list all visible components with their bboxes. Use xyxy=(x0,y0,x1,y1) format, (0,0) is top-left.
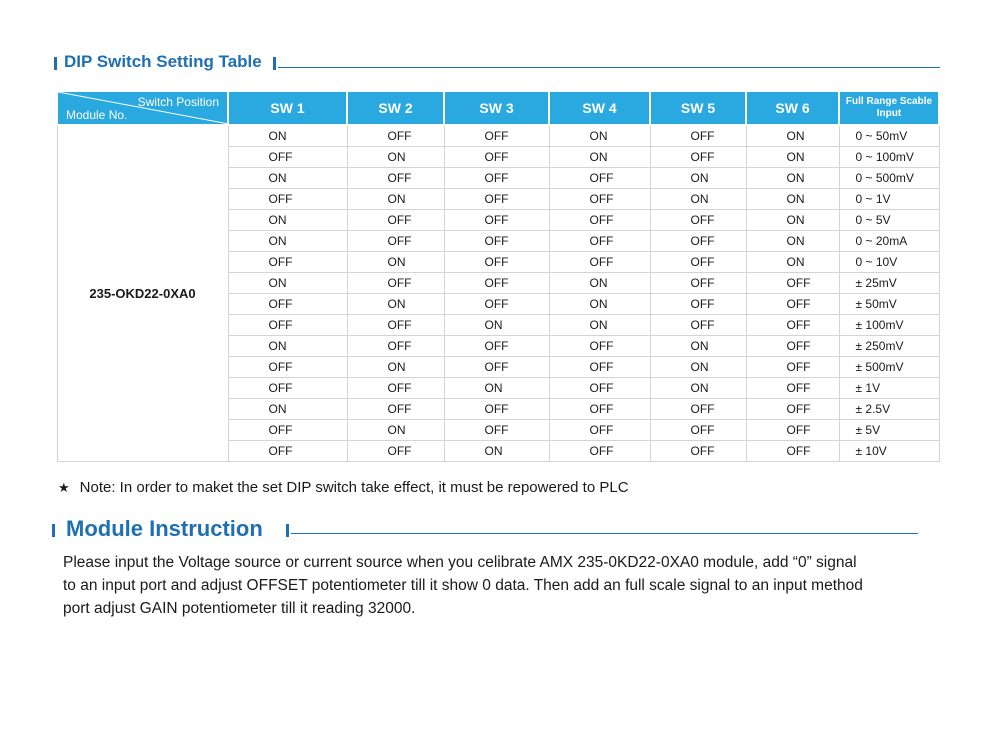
star-icon: ★ xyxy=(58,480,70,495)
table-body xyxy=(57,125,939,462)
instruction-text xyxy=(63,551,953,620)
header-range: Full Range Scable Input xyxy=(839,91,939,125)
switch-cell: OFF xyxy=(650,399,746,420)
section-title-instruction: Module Instruction xyxy=(66,516,263,541)
note-text: Note: In order to maket the set DIP switch take effect, it must be repowered to PLC xyxy=(79,479,629,496)
range-cell: ± 1V xyxy=(839,378,939,399)
switch-cell: OFF xyxy=(746,273,839,294)
switch-cell: ON xyxy=(746,210,839,231)
heading-marker xyxy=(286,524,289,537)
switch-cell: ON xyxy=(549,273,650,294)
instruction-line: to an input port and adjust OFFSET potentiometer till it show 0 data. Then add an full scale signal to an input method xyxy=(63,577,863,594)
switch-cell: OFF xyxy=(228,420,347,441)
switch-cell: OFF xyxy=(746,336,839,357)
switch-cell: OFF xyxy=(549,420,650,441)
dip-switch-table-wrap xyxy=(56,90,940,462)
switch-cell: ON xyxy=(444,378,549,399)
heading-marker xyxy=(273,57,276,70)
switch-cell: ON xyxy=(650,189,746,210)
switch-cell: OFF xyxy=(444,294,549,315)
switch-cell: ON xyxy=(746,168,839,189)
switch-cell: OFF xyxy=(549,252,650,273)
switch-cell: OFF xyxy=(347,336,444,357)
switch-cell: OFF xyxy=(650,210,746,231)
header-sw3: SW 3 xyxy=(444,91,549,125)
heading-rule xyxy=(291,533,918,534)
switch-cell: OFF xyxy=(444,420,549,441)
range-cell: ± 250mV xyxy=(839,336,939,357)
header-sw1: SW 1 xyxy=(228,91,347,125)
switch-cell: ON xyxy=(746,252,839,273)
switch-cell: OFF xyxy=(650,231,746,252)
switch-cell: OFF xyxy=(228,378,347,399)
table-row xyxy=(57,125,939,147)
range-cell: 0 ~ 500mV xyxy=(839,168,939,189)
switch-cell: ON xyxy=(746,147,839,168)
header-sw2: SW 2 xyxy=(347,91,444,125)
switch-cell: ON xyxy=(228,231,347,252)
range-cell: ± 50mV xyxy=(839,294,939,315)
switch-cell: OFF xyxy=(746,315,839,336)
switch-cell: OFF xyxy=(444,336,549,357)
range-cell: ± 2.5V xyxy=(839,399,939,420)
switch-cell: ON xyxy=(347,294,444,315)
switch-cell: OFF xyxy=(347,273,444,294)
switch-cell: OFF xyxy=(650,441,746,462)
switch-cell: OFF xyxy=(549,357,650,378)
section-heading-instruction xyxy=(52,516,918,544)
switch-cell: ON xyxy=(746,189,839,210)
switch-cell: OFF xyxy=(444,399,549,420)
switch-cell: ON xyxy=(347,147,444,168)
switch-cell: OFF xyxy=(228,441,347,462)
switch-cell: ON xyxy=(549,294,650,315)
heading-marker xyxy=(54,57,57,70)
instruction-line: port adjust GAIN potentiometer till it reading 32000. xyxy=(63,600,416,617)
module-number-cell: 235-OKD22-0XA0 xyxy=(57,125,228,462)
switch-cell: ON xyxy=(650,336,746,357)
switch-cell: OFF xyxy=(746,378,839,399)
switch-cell: OFF xyxy=(444,168,549,189)
switch-cell: ON xyxy=(746,125,839,147)
switch-cell: OFF xyxy=(228,357,347,378)
switch-cell: ON xyxy=(650,378,746,399)
corner-header xyxy=(57,91,228,125)
switch-cell: OFF xyxy=(444,147,549,168)
switch-cell: OFF xyxy=(746,294,839,315)
heading-rule xyxy=(278,67,940,68)
switch-cell: ON xyxy=(228,168,347,189)
instruction-line: Please input the Voltage source or current source when you celibrate AMX 235-0KD22-0XA0 module, add “0” signal xyxy=(63,554,857,571)
header-sw4: SW 4 xyxy=(549,91,650,125)
range-cell: 0 ~ 100mV xyxy=(839,147,939,168)
header-sw6: SW 6 xyxy=(746,91,839,125)
switch-cell: OFF xyxy=(347,231,444,252)
switch-cell: OFF xyxy=(444,125,549,147)
switch-cell: OFF xyxy=(347,125,444,147)
switch-cell: ON xyxy=(228,336,347,357)
switch-cell: ON xyxy=(347,252,444,273)
section-heading-dip xyxy=(54,52,940,74)
range-cell: ± 10V xyxy=(839,441,939,462)
switch-cell: OFF xyxy=(650,420,746,441)
switch-cell: ON xyxy=(347,189,444,210)
switch-cell: OFF xyxy=(228,252,347,273)
range-cell: ± 5V xyxy=(839,420,939,441)
switch-cell: OFF xyxy=(650,252,746,273)
dip-switch-table xyxy=(56,90,940,462)
switch-cell: OFF xyxy=(549,378,650,399)
switch-cell: ON xyxy=(650,168,746,189)
switch-cell: ON xyxy=(347,357,444,378)
table-header-row xyxy=(57,91,939,125)
switch-cell: ON xyxy=(347,420,444,441)
switch-cell: OFF xyxy=(444,231,549,252)
switch-cell: OFF xyxy=(347,399,444,420)
switch-cell: OFF xyxy=(746,357,839,378)
switch-cell: ON xyxy=(549,125,650,147)
note-line xyxy=(58,479,629,496)
switch-cell: OFF xyxy=(228,294,347,315)
switch-cell: OFF xyxy=(444,252,549,273)
range-cell: ± 500mV xyxy=(839,357,939,378)
range-cell: 0 ~ 50mV xyxy=(839,125,939,147)
switch-cell: ON xyxy=(228,399,347,420)
switch-cell: OFF xyxy=(549,231,650,252)
switch-cell: OFF xyxy=(444,273,549,294)
switch-cell: OFF xyxy=(444,210,549,231)
switch-cell: ON xyxy=(228,125,347,147)
switch-cell: OFF xyxy=(650,294,746,315)
switch-cell: OFF xyxy=(444,357,549,378)
switch-cell: OFF xyxy=(228,147,347,168)
switch-cell: OFF xyxy=(549,336,650,357)
switch-cell: OFF xyxy=(347,168,444,189)
switch-cell: OFF xyxy=(746,420,839,441)
switch-cell: OFF xyxy=(549,441,650,462)
header-sw5: SW 5 xyxy=(650,91,746,125)
switch-cell: ON xyxy=(228,210,347,231)
switch-cell: ON xyxy=(444,315,549,336)
switch-cell: OFF xyxy=(228,189,347,210)
switch-cell: OFF xyxy=(549,210,650,231)
switch-cell: ON xyxy=(549,315,650,336)
switch-cell: OFF xyxy=(650,147,746,168)
range-cell: 0 ~ 10V xyxy=(839,252,939,273)
switch-cell: ON xyxy=(746,231,839,252)
heading-marker xyxy=(52,524,55,537)
range-cell: ± 100mV xyxy=(839,315,939,336)
switch-cell: OFF xyxy=(650,125,746,147)
switch-cell: OFF xyxy=(549,189,650,210)
switch-cell: OFF xyxy=(650,273,746,294)
switch-cell: OFF xyxy=(549,399,650,420)
switch-cell: OFF xyxy=(444,189,549,210)
range-cell: ± 25mV xyxy=(839,273,939,294)
switch-cell: OFF xyxy=(746,399,839,420)
switch-cell: ON xyxy=(444,441,549,462)
range-cell: 0 ~ 20mA xyxy=(839,231,939,252)
switch-cell: ON xyxy=(549,147,650,168)
switch-cell: OFF xyxy=(746,441,839,462)
switch-position-label: Switch Position xyxy=(137,95,219,109)
switch-cell: ON xyxy=(228,273,347,294)
section-title-dip: DIP Switch Setting Table xyxy=(64,52,262,71)
switch-cell: OFF xyxy=(549,168,650,189)
range-cell: 0 ~ 1V xyxy=(839,189,939,210)
switch-cell: OFF xyxy=(228,315,347,336)
module-no-label: Module No. xyxy=(66,108,128,122)
switch-cell: OFF xyxy=(650,315,746,336)
switch-cell: OFF xyxy=(347,378,444,399)
switch-cell: ON xyxy=(650,357,746,378)
switch-cell: OFF xyxy=(347,315,444,336)
switch-cell: OFF xyxy=(347,441,444,462)
switch-cell: OFF xyxy=(347,210,444,231)
range-cell: 0 ~ 5V xyxy=(839,210,939,231)
